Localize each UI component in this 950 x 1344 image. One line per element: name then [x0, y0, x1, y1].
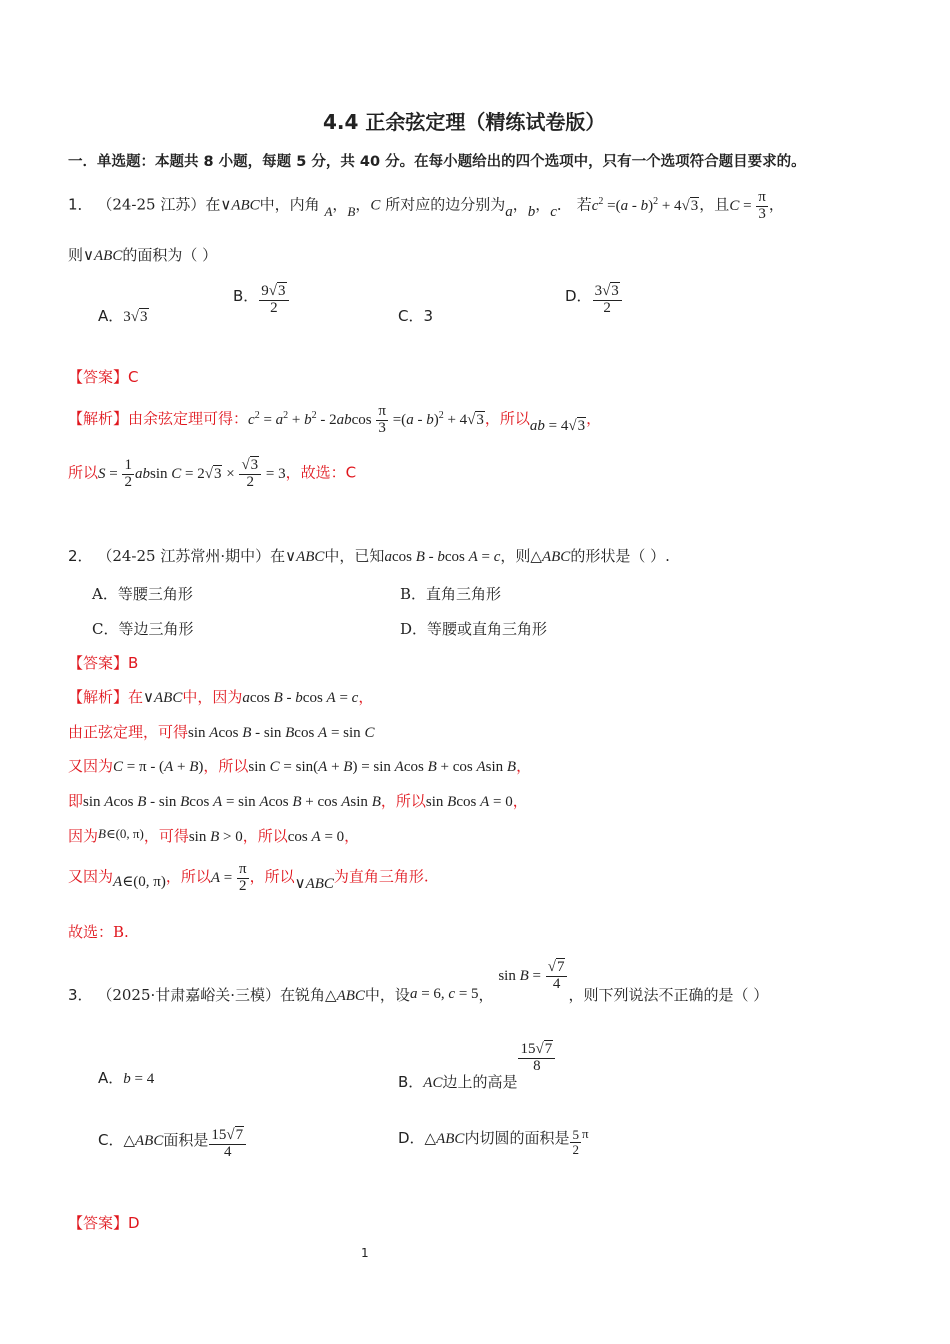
option-text: A．等腰三角形: [92, 585, 193, 603]
q2-choose: [68, 921, 129, 942]
answer-tag: 【答案】: [68, 1214, 129, 1232]
math-fraction: $\frac{15√7}{4}$: [209, 1128, 246, 1161]
option-text: B．直角三角形: [400, 585, 502, 603]
option-label: B．: [233, 287, 259, 306]
section-heading: 一．单选题：本题共 8 小题，每题 5 分，共 40 分。在每小题给出的四个选项中，只有一个选项符合题目要求的。: [68, 154, 806, 170]
analysis-text: 所以: [68, 463, 99, 482]
q3-option-c[interactable]: [98, 1128, 247, 1161]
math: ∨ABC: [285, 549, 325, 565]
question-1-stem: 1． （24-25 江苏）在∨ABC中，内角 A，B，C 所对应的边分别为a，b，c． 若$c^2 =(a - b)^2 + 4√3$，且C = $\frac{\pi}{3}$ ，: [68, 189, 784, 222]
math: ∨ABC: [294, 875, 334, 892]
q2-option-c[interactable]: [92, 618, 193, 639]
math: B: [347, 203, 356, 219]
analysis-text: 又因为: [68, 867, 114, 886]
analysis-text: ，所以: [484, 409, 530, 428]
answer-tag: 【答案】: [68, 654, 129, 672]
stem-text: 的形状是（ ）.: [570, 547, 670, 565]
q3-option-a[interactable]: [98, 1067, 154, 1088]
analysis-tag: 【解析】: [68, 409, 129, 428]
option-text: 内切圆的面积是: [464, 1128, 570, 1147]
question-source: （24-25 江苏常州·期中）在: [97, 547, 286, 565]
math-equation: sin B > 0: [188, 829, 243, 845]
analysis-text: 在: [128, 688, 144, 706]
q2-option-b[interactable]: [400, 583, 501, 604]
stem-text: 中，已知: [324, 547, 385, 565]
analysis-text: 为直角三角形.: [333, 867, 429, 886]
option-label: C．3: [398, 307, 434, 325]
option-label: B．: [398, 1073, 424, 1092]
math-equation: ab = 4√3: [529, 417, 586, 434]
q1-analysis-line2: [68, 458, 356, 491]
question-number: 3．: [68, 985, 93, 1004]
analysis-text: 因为: [68, 827, 99, 845]
option-text: C．等边三角形: [92, 620, 194, 638]
analysis-text: 故选：B.: [68, 923, 129, 941]
answer-value: B: [128, 654, 139, 672]
analysis-text: ，所以: [380, 792, 426, 810]
q1-option-d[interactable]: [565, 284, 623, 317]
stem-text: 所对应的边分别为: [385, 195, 506, 214]
math-equation: a = 6, c = 5: [409, 985, 479, 1002]
math-equation: acos B - bcos A = c: [384, 549, 501, 565]
math-equation: b = 4: [123, 1071, 155, 1087]
stem-text: 若: [576, 195, 592, 214]
math-fraction: $\frac{5}{2}$ π: [572, 1125, 589, 1157]
option-label: C．△: [98, 1131, 136, 1150]
math-equation: B∈(0, π): [98, 826, 144, 841]
math: ABC: [135, 1133, 164, 1150]
math-fraction: $\frac{15√7}{8}$: [518, 1042, 555, 1075]
stem-text: ，则下列说法不正确的是（ ）: [568, 985, 769, 1004]
q2-analysis-line5: 因为B∈(0, π)，可得sin B > 0，所以cos A = 0，: [68, 826, 360, 845]
math-equation: $c^2 =(a - b)^2 + 4√3$: [591, 195, 699, 214]
page-number: 1: [361, 1246, 369, 1260]
answer-value: D: [128, 1214, 140, 1232]
math: ABC: [436, 1130, 465, 1147]
math: a: [505, 203, 513, 220]
question-number: 1．: [68, 195, 93, 214]
q2-analysis-line1: 【解析】在∨ABC中，因为acos B - bcos A = c，: [68, 688, 374, 706]
math-equation: A∈(0, π): [113, 873, 166, 890]
math: ∨ABC: [220, 197, 260, 214]
q1-option-c[interactable]: [398, 305, 433, 326]
option-label: D．: [565, 287, 592, 306]
math-fraction: $\frac{9√3}{2}$: [259, 284, 288, 317]
q3-answer: [68, 1212, 140, 1233]
question-source: （24-25 江苏）在: [97, 195, 221, 214]
q2-analysis-line3: 又因为C = π - (A + B)，所以sin C = sin(A + B) = sin Acos B + cos Asin B，: [68, 757, 532, 775]
question-2-stem: [68, 545, 670, 566]
q2-analysis-line6: [68, 862, 429, 895]
math: ∨ABC: [143, 690, 183, 706]
option-label: A．: [98, 307, 124, 325]
math: 3√3: [123, 309, 148, 325]
math-equation: sin Acos B - sin Bcos A = sin C: [188, 725, 375, 741]
q2-option-a[interactable]: [92, 583, 193, 604]
analysis-text: ，可得: [143, 827, 189, 845]
q1-option-b[interactable]: [233, 284, 290, 317]
option-text: D．等腰或直角三角形: [400, 620, 548, 638]
analysis-text: ，所以: [242, 827, 288, 845]
page-title: 4.4 正余弦定理（精练试卷版）: [323, 110, 606, 134]
math: ABC: [541, 549, 571, 565]
math-equation: C = $\frac{\pi}{3}$: [729, 189, 766, 222]
q2-option-d[interactable]: [400, 618, 547, 639]
math-equation: $c^2 = a^2 + b^2 - 2abcos$ $\frac{\pi}{3}$ =(a - b)$^2$ + 4√3: [248, 403, 484, 436]
stem-text: ，则△: [500, 547, 542, 565]
math: c: [550, 203, 557, 220]
stem-text: 则: [68, 246, 84, 264]
question-3-stem: 3． （2025·甘肃嘉峪关·三模）在锐角△ABC中，设a = 6, c = 5， sin B = $\frac{√7}{4}$ ，则下列说法不正确的是（ ）: [68, 959, 769, 1004]
math: AC: [423, 1075, 443, 1092]
math-equation: acos B - bcos A = c: [242, 690, 359, 706]
option-label: D．△: [398, 1128, 437, 1147]
math: ∨ABC: [83, 248, 123, 264]
math-fraction: $\frac{3√3}{2}$: [593, 284, 622, 317]
math-equation: cos A = 0: [287, 829, 345, 845]
math: A: [324, 203, 333, 219]
stem-text: 的面积为（ ）: [122, 246, 218, 264]
q3-option-d[interactable]: [398, 1125, 589, 1157]
math: b: [527, 203, 536, 220]
math-equation: sin Acos B - sin Bcos A = sin Acos B + cos Asin B: [83, 794, 381, 810]
q2-analysis-line4: 即sin Acos B - sin Bcos A = sin Acos B + cos Asin B，所以sin Bcos A = 0，: [68, 792, 528, 810]
math-equation: sin Bcos A = 0: [425, 794, 513, 810]
q1-analysis-line1: 【解析】由余弦定理可得：$c^2 = a^2 + b^2 - 2abcos$ $\frac{\pi}{3}$ =(a - b)$^2$ + 4√3，所以ab = 4√3，: [68, 403, 602, 436]
math: C: [370, 197, 381, 214]
option-text: 边上的高是: [442, 1073, 518, 1092]
q1-answer: [68, 366, 139, 387]
question-1-line2: [68, 244, 217, 265]
q1-option-a[interactable]: [98, 305, 149, 326]
analysis-text: 由余弦定理可得：: [128, 409, 249, 428]
math-equation: S = $\frac{1}{2}$ absin C = 2√3 × $\frac{√3}{2}$ = 3: [98, 457, 286, 490]
answer-value: C: [128, 368, 139, 386]
math-equation: sin C = sin(A + B) = sin Acos B + cos Asin B: [248, 759, 517, 775]
option-text: 面积是: [163, 1131, 209, 1150]
stem-text: 中，内角: [259, 195, 320, 214]
analysis-text: 即: [68, 792, 84, 810]
analysis-text: ，故选：C: [285, 463, 357, 482]
q3-option-b[interactable]: [398, 1041, 556, 1092]
option-label: A．: [98, 1069, 124, 1087]
answer-tag: 【答案】: [68, 368, 129, 386]
stem-text: ，且: [699, 195, 730, 214]
question-number: 2．: [68, 547, 93, 565]
analysis-text: ，所以: [203, 757, 249, 775]
question-source: （2025·甘肃嘉峪关·三模）在锐角△: [97, 985, 337, 1004]
analysis-text: 由正弦定理，可得: [68, 723, 189, 741]
analysis-text: ，所以: [165, 867, 211, 886]
math-equation: sin B = $\frac{√7}{4}$: [498, 968, 568, 984]
math: ABC: [336, 987, 365, 1004]
analysis-tag: 【解析】: [68, 688, 129, 706]
stem-text: 中，设: [364, 985, 410, 1004]
q2-analysis-line2: [68, 721, 374, 742]
math-equation: C = π - (A + B): [113, 759, 204, 775]
analysis-text: 又因为: [68, 757, 114, 775]
analysis-text: ，所以: [249, 867, 295, 886]
math-equation: A = $\frac{\pi}{2}$: [210, 861, 247, 894]
q2-answer: [68, 652, 138, 673]
analysis-text: 中，因为: [182, 688, 243, 706]
